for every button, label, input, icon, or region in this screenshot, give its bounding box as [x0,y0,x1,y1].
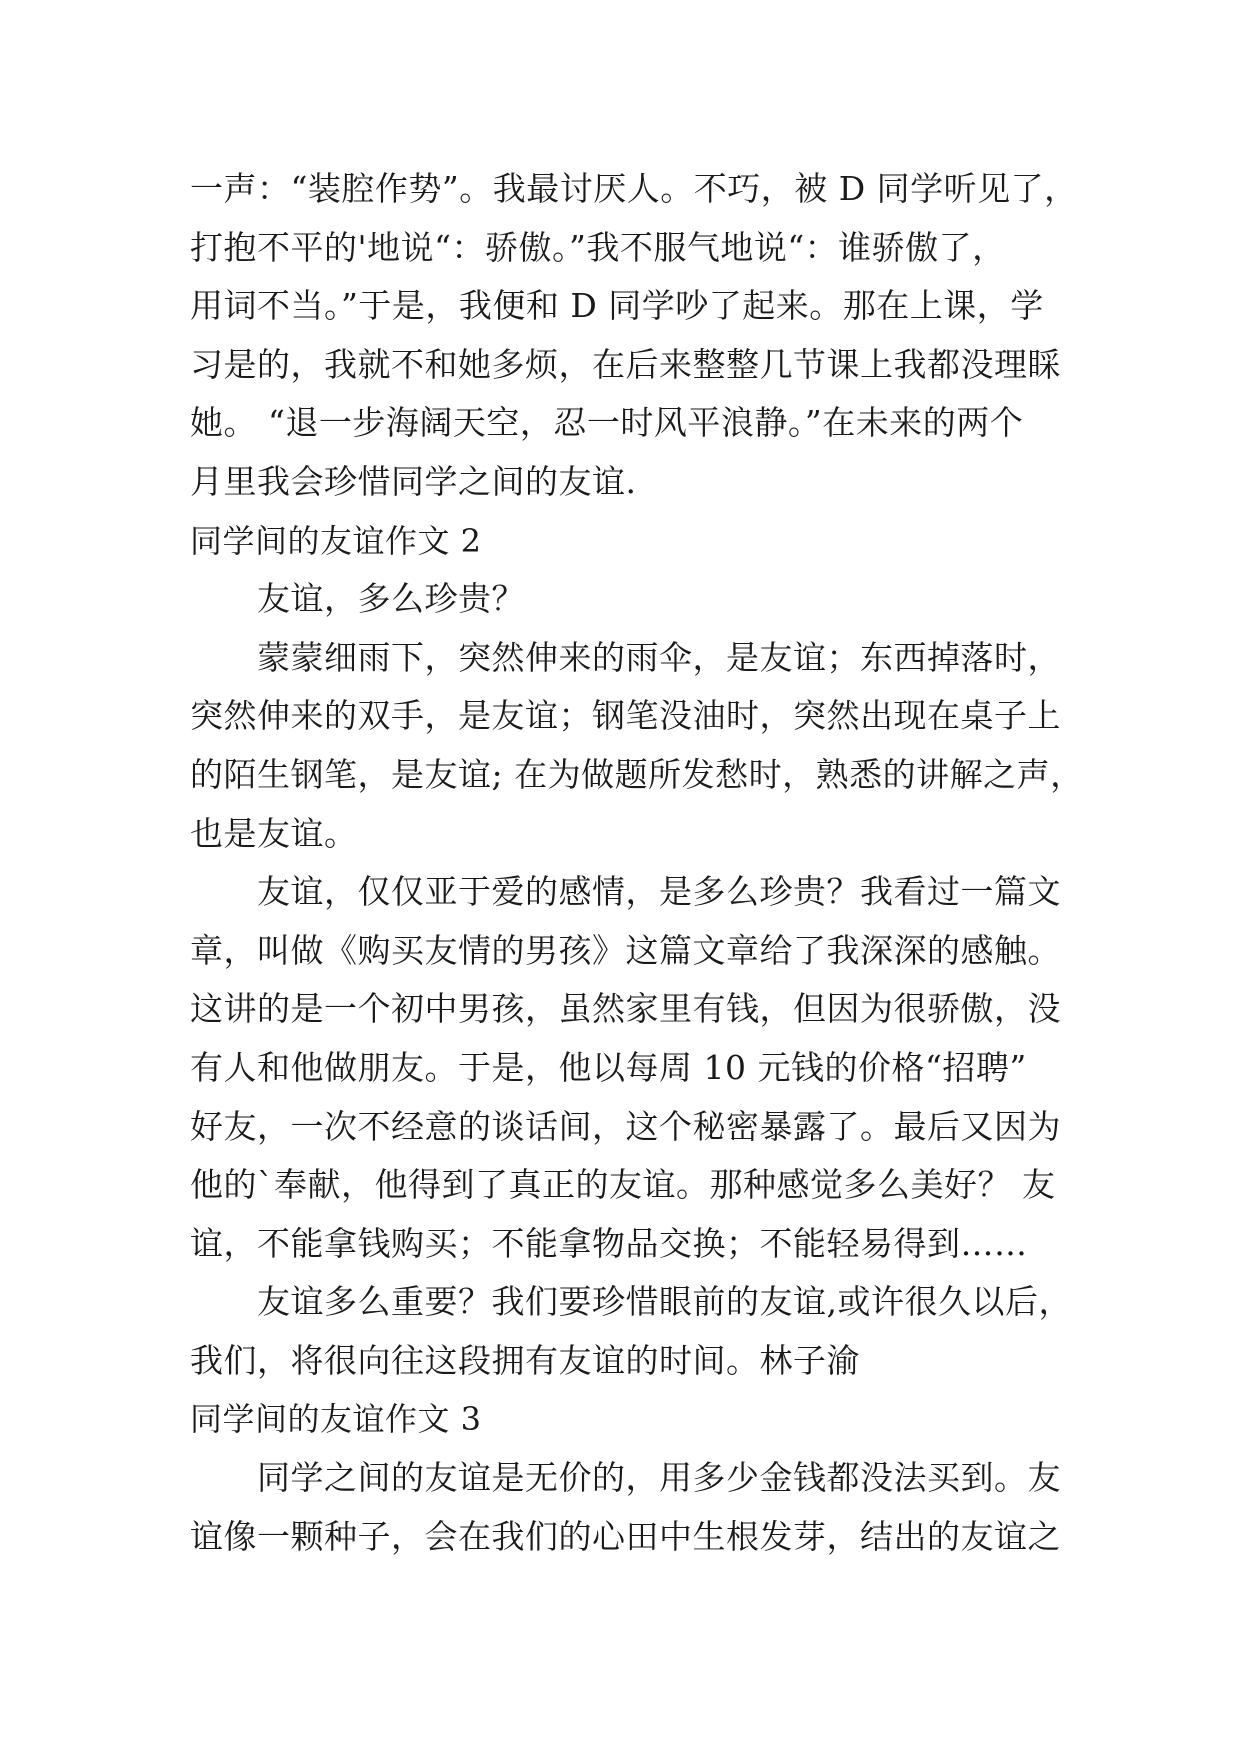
text-line: 友谊，多么珍贵？ [190,579,525,619]
section-heading: 同学间的友谊作文 3 [190,1400,482,1439]
text-line: 用词不当。”于是，我便和 D 同学吵了起来。那在上课，学 [190,286,1044,326]
text-line: 同学之间的友谊是无价的，用多少金钱都没法买到。友 [190,1458,1061,1498]
text-line: 她。 “退一步海阔天空，忍一时风平浪静。”在未来的两个 [190,403,1024,443]
text-line: 一声：“装腔作势”。我最讨厌人。不巧，被 D 同学听见了， [190,169,1078,208]
text-line: 谊像一颗种子，会在我们的心田中生根发芽，结出的友谊之 [190,1516,1061,1556]
text-line: 友谊多么重要？我们要珍惜眼前的友谊,或许很久以后， [190,1282,1072,1322]
text-line: 蒙蒙细雨下，突然伸来的雨伞，是友谊；东西掉落时， [190,637,1061,677]
text-line: 的陌生钢笔，是友谊; 在为做题所发愁时，熟悉的讲解之声， [190,754,1084,794]
text-line: 章，叫做《购买友情的男孩》这篇文章给了我深深的感触。 [190,930,1061,970]
text-line: 我们，将很向往这段拥有友谊的时间。林子渝 [190,1340,860,1380]
text-line: 也是友谊。 [190,813,358,853]
text-line: 友谊，仅仅亚于爱的感情，是多么珍贵？我看过一篇文 [190,872,1061,912]
text-line: 他的`奉献，他得到了真正的友谊。那种感觉多么美好？ 友 [190,1165,1056,1205]
text-line: 这讲的是一个初中男孩，虽然家里有钱，但因为很骄傲，没 [190,989,1061,1029]
text-line: 谊，不能拿钱购买；不能拿物品交换；不能轻易得到…… [190,1223,1028,1263]
text-line: 突然伸来的双手，是友谊；钢笔没油时，突然出现在桌子上 [190,696,1061,736]
text-line: 习是的，我就不和她多烦，在后来整整几节课上我都没理睬 [190,344,1061,384]
text-line: 好友，一次不经意的谈话间，这个秘密暴露了。最后又因为 [190,1106,1061,1146]
document-body [190,160,1084,1566]
text-line: 打抱不平的'地说“：骄傲。”我不服气地说“：谁骄傲了， [190,227,1006,267]
text-line: 有人和他做朋友。于是，他以每周 10 元钱的价格“招聘” [190,1047,1027,1087]
section-heading: 同学间的友谊作文 2 [190,521,482,560]
text-line: 月里我会珍惜同学之间的友谊. [190,461,637,501]
